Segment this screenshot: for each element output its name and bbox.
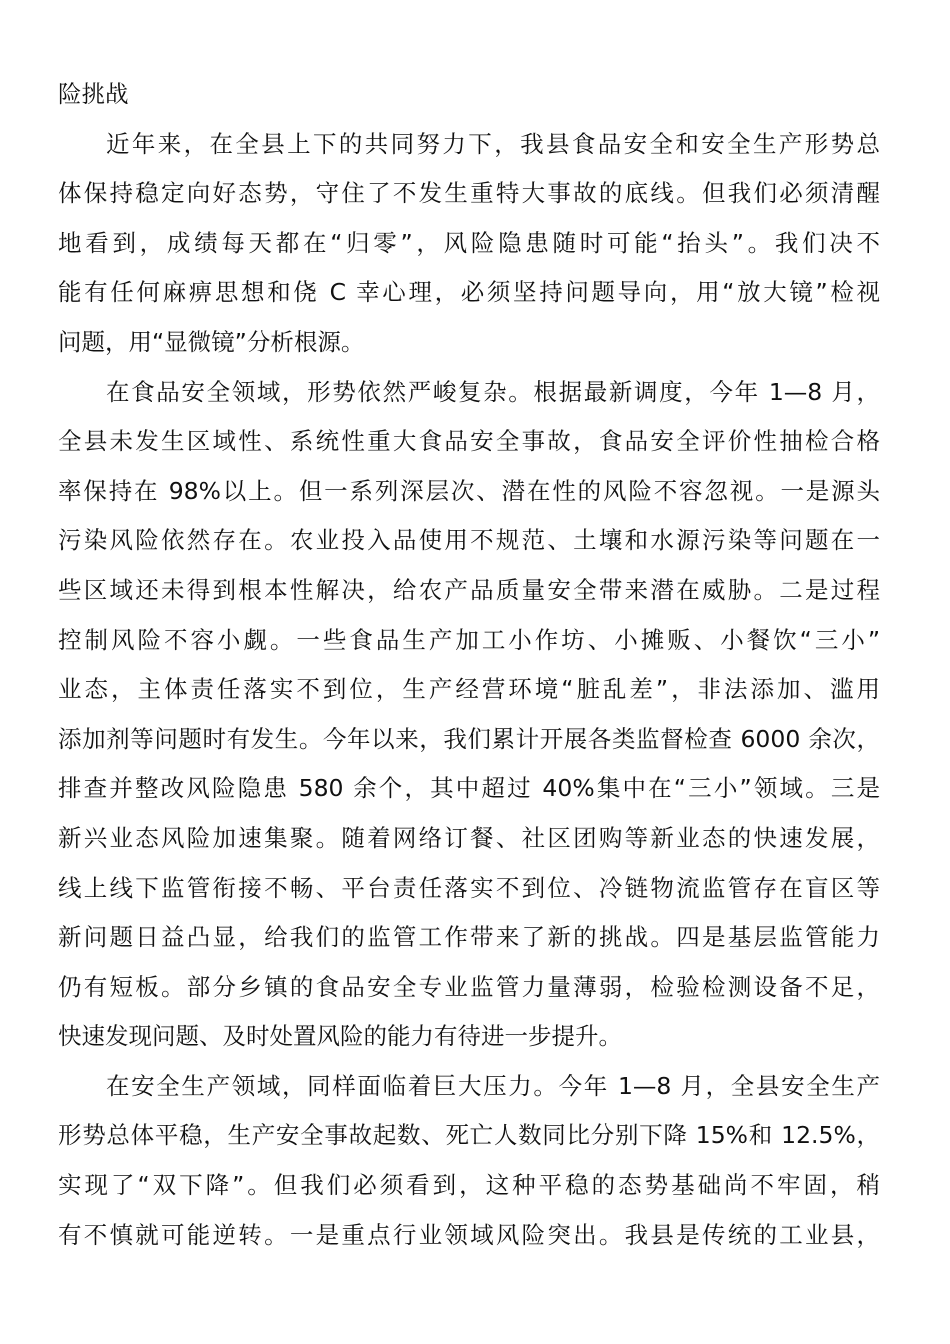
text-line: 实现了“双下降”。但我们必须看到，这种平稳的态势基础尚不牢固，稍: [58, 1171, 880, 1200]
text-line: 能有任何麻痹思想和侥 C 幸心理，必须坚持问题导向，用“放大镜”检视: [58, 278, 880, 307]
text-line: 新问题日益凸显，给我们的监管工作带来了新的挑战。四是基层监管能力: [58, 923, 880, 952]
text-line: 体保持稳定向好态势，守住了不发生重特大事故的底线。但我们必须清醒: [58, 179, 880, 208]
text-line: 全县未发生区域性、系统性重大食品安全事故，食品安全评价性抽检合格: [58, 427, 880, 456]
text-line: 地看到，成绩每天都在“归零”，风险隐患随时可能“抬头”。我们决不: [58, 228, 880, 257]
paragraph-first-line: 在食品安全领域，形势依然严峻复杂。根据最新调度，今年 1—8 月，: [106, 377, 880, 406]
paragraph-first-line: 近年来，在全县上下的共同努力下，我县食品安全和安全生产形势总: [106, 129, 880, 158]
text-line: 问题，用“显微镜”分析根源。: [58, 327, 365, 356]
text-line: 控制风险不容小觑。一些食品生产加工小作坊、小摊贩、小餐饮“三小”: [58, 625, 880, 654]
text-line: 业态，主体责任落实不到位，生产经营环境“脏乱差”，非法添加、滥用: [58, 675, 880, 704]
text-line: 有不慎就可能逆转。一是重点行业领域风险突出。我县是传统的工业县，: [58, 1220, 880, 1249]
text-line: 险挑战: [58, 80, 129, 108]
text-line: 添加剂等问题时有发生。今年以来，我们累计开展各类监督检查 6000 余次，: [58, 724, 880, 753]
text-line: 线上线下监管衔接不畅、平台责任落实不到位、冷链物流监管存在盲区等: [58, 873, 880, 902]
text-line: 污染风险依然存在。农业投入品使用不规范、土壤和水源污染等问题在一: [58, 526, 880, 555]
document-body: [58, 70, 880, 1260]
text-line: 排查并整改风险隐患 580 余个，其中超过 40%集中在“三小”领域。三是: [58, 774, 880, 803]
paragraph-first-line: 在安全生产领域，同样面临着巨大压力。今年 1—8 月，全县安全生产: [106, 1071, 880, 1100]
text-line: 形势总体平稳，生产安全事故起数、死亡人数同比分别下降 15%和 12.5%，: [58, 1121, 880, 1150]
text-line: 些区域还未得到根本性解决，给农产品质量安全带来潜在威胁。二是过程: [58, 575, 880, 604]
text-line: 仍有短板。部分乡镇的食品安全专业监管力量薄弱，检验检测设备不足，: [58, 972, 880, 1001]
text-line: 新兴业态风险加速集聚。随着网络订餐、社区团购等新业态的快速发展，: [58, 823, 880, 852]
text-line: 率保持在 98%以上。但一系列深层次、潜在性的风险不容忽视。一是源头: [58, 476, 880, 505]
text-line: 快速发现问题、及时处置风险的能力有待进一步提升。: [58, 1022, 622, 1051]
